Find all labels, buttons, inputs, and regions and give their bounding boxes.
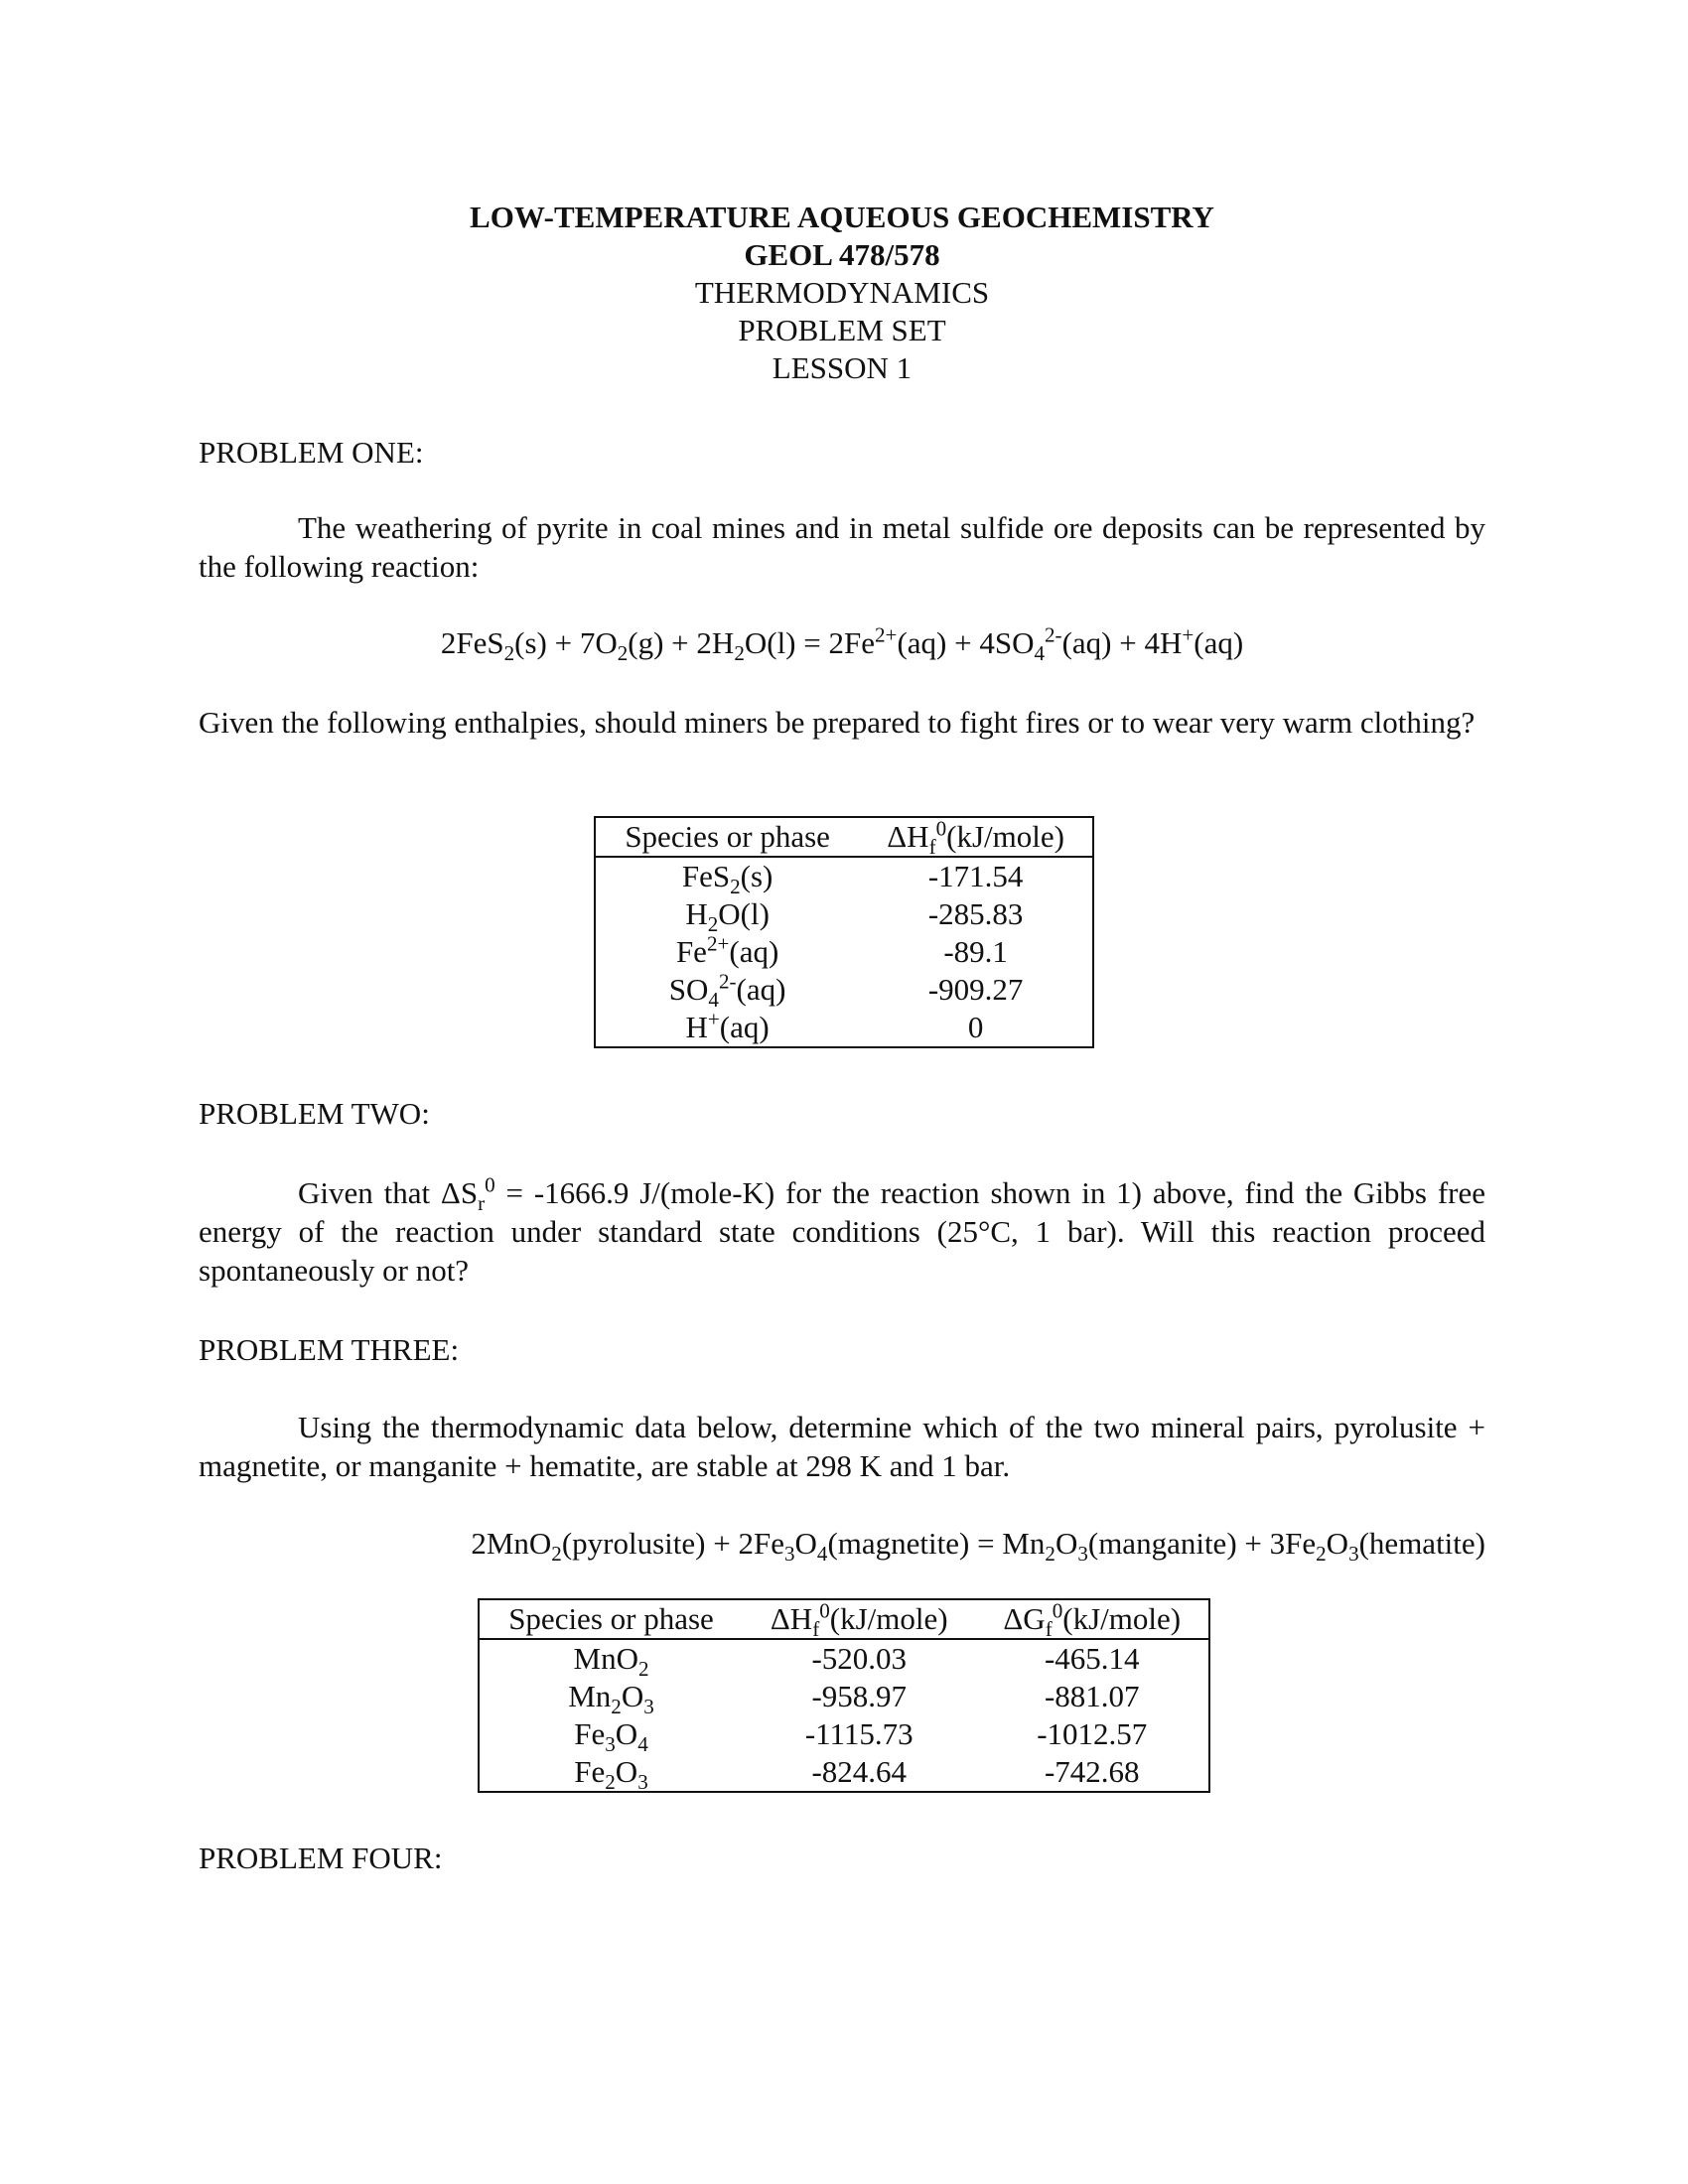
column-header-species: Species or phase <box>479 1599 743 1639</box>
problem-four-label: PROBLEM FOUR: <box>199 1841 443 1875</box>
column-header-species: Species or phase <box>595 817 859 857</box>
table-row <box>479 1753 1209 1792</box>
table-row <box>595 933 1093 971</box>
gibbs-cell: -881.07 <box>1044 1679 1140 1713</box>
table-row <box>479 1678 1209 1715</box>
table-row <box>595 971 1093 1009</box>
species-cell: $Fe^{2+}(aq)$ <box>675 931 779 969</box>
doc-type: PROBLEM SET <box>738 313 946 347</box>
document-header <box>199 199 1485 387</box>
column-header-enthalpy: $\Delta H_f^0(kJ/mole)$ <box>859 817 1093 857</box>
value-cell: -909.27 <box>927 972 1024 1007</box>
enthalpy-cell: -958.97 <box>811 1679 908 1713</box>
species-cell: $Mn_2O_3$ <box>568 1679 654 1719</box>
table-header-row <box>479 1599 1209 1639</box>
problem-one-question: Given the following enthalpies, should miners be prepared to fight fires or to wear very warm clothing? <box>199 705 1476 740</box>
enthalpy-cell: -520.03 <box>811 1641 908 1676</box>
problem-two-text: Given that $\Delta S_r^0 = -1666.9$ J/(mole-K) for the reaction shown in 1) above, find the Gibbs free energy of the reaction under standard state conditions (25°C, 1 bar). Will this reaction proceed spontaneously or not? <box>199 1172 1485 1288</box>
species-cell: H+(aq) <box>685 1007 770 1044</box>
problem-one-intro: The weathering of pyrite in coal mines and in metal sulfide ore deposits can be represented by the following reaction: <box>199 510 1485 584</box>
gibbs-cell: -465.14 <box>1044 1641 1140 1676</box>
course-number: GEOL 478/578 <box>744 237 940 272</box>
enthalpy-table <box>594 816 1094 1048</box>
problem-three-intro: Using the thermodynamic data below, determine which of the two mineral pairs, pyrolusite + magnetite, or manganite + hematite, are stable at 298 K and 1 bar. <box>199 1410 1485 1483</box>
table-row <box>479 1715 1209 1753</box>
species-cell: $H_2O(l)$ <box>685 896 770 937</box>
species-cell: $Fe_3O_4$ <box>574 1716 648 1757</box>
value-cell: 0 <box>967 1010 984 1044</box>
table-row <box>595 857 1093 895</box>
table-row <box>479 1639 1209 1678</box>
gibbs-cell: -742.68 <box>1044 1754 1140 1789</box>
value-cell: -89.1 <box>943 934 1008 969</box>
manganese-reaction-equation: 2MnO$_2$(pyrolusite) + $2Fe_3O_4(magnetite)$ = $Mn_2O_3(manganite)$ + $3Fe_2O_3(hematite)$ <box>471 1526 1485 1567</box>
species-cell: $Fe_2O_3$ <box>574 1754 648 1795</box>
enthalpy-cell: -1115.73 <box>804 1716 914 1751</box>
topic: THERMODYNAMICS <box>694 275 990 310</box>
species-cell: $SO_4^{2-}(aq)$ <box>668 969 786 1013</box>
table-row <box>595 1009 1093 1047</box>
table-row <box>595 895 1093 933</box>
species-cell: FeS$_2$(s) <box>681 859 774 899</box>
problem-three-label: PROBLEM THREE: <box>199 1332 460 1367</box>
column-header-gibbs: $\Delta G_f^0(kJ/mole)$ <box>975 1599 1209 1639</box>
enthalpy-cell: -824.64 <box>811 1754 908 1789</box>
table-header-row <box>595 817 1093 857</box>
gibbs-cell: -1012.57 <box>1037 1716 1148 1751</box>
pyrite-reaction-equation: $2FeS_2(s) + 7O_2(g) + 2H_2O(l) = 2Fe^{2+}(aq) + 4SO_4^{2-}(aq) + 4H^+(aq)$ <box>440 622 1244 666</box>
problem-one-label: PROBLEM ONE: <box>199 435 424 470</box>
column-header-enthalpy: $\Delta H_f^0(kJ/mole)$ <box>743 1599 975 1639</box>
thermodynamic-data-table <box>478 1598 1210 1793</box>
value-cell: -171.54 <box>927 859 1024 893</box>
species-cell: MnO$_2$ <box>573 1641 649 1682</box>
lesson: LESSON 1 <box>772 350 913 385</box>
value-cell: -285.83 <box>927 896 1024 931</box>
course-title: LOW-TEMPERATURE AQUEOUS GEOCHEMISTRY <box>470 200 1214 234</box>
problem-two-label: PROBLEM TWO: <box>199 1096 430 1131</box>
